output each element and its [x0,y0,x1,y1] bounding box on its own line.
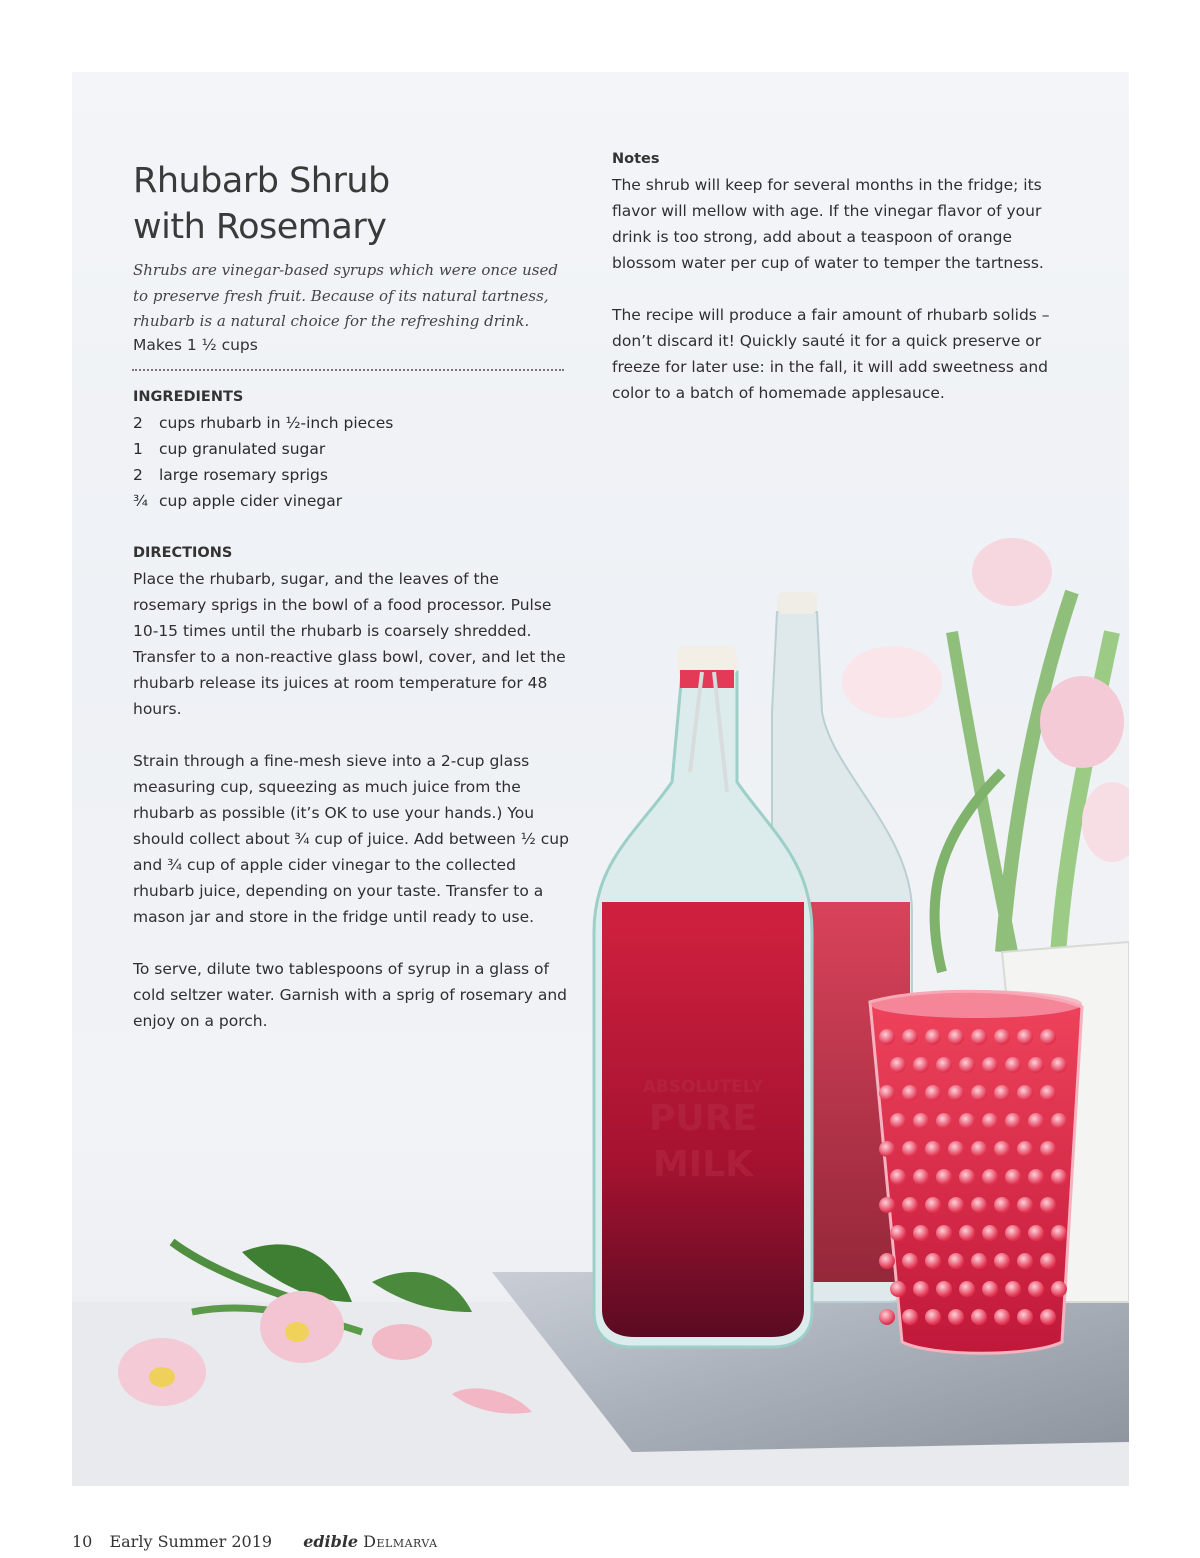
hobnail-dot [936,1281,952,1297]
directions-section [133,540,573,1060]
directions-heading: DIRECTIONS [133,545,233,561]
hobnail-dot [879,1085,895,1101]
brand-name: Delmarva [363,1532,438,1551]
hobnail-dot [925,1141,941,1157]
hobnail-dot [994,1085,1010,1101]
bottle-embossing [643,1077,764,1185]
hobnail-dot [936,1169,952,1185]
hobnail-dot [948,1309,964,1325]
hobnail-dot [1040,1029,1056,1045]
hobnail-dot [1017,1197,1033,1213]
hobnail-dot [994,1029,1010,1045]
hobnail-dot [971,1029,987,1045]
hobnail-dot [1051,1169,1067,1185]
hobnail-dot [982,1057,998,1073]
hobnail-dot [1017,1029,1033,1045]
hobnail-dot [913,1281,929,1297]
hobnail-dot [959,1113,975,1129]
hobnail-dot [971,1085,987,1101]
hobnail-dot [913,1057,929,1073]
hobnail-dot [994,1253,1010,1269]
hobnail-dot [982,1281,998,1297]
hobnail-dot [959,1225,975,1241]
directions-paragraph: To serve, dilute two tablespoons of syrup in a glass of cold seltzer water. Garnish with a sprig of rosemary and enjoy on a porch. [133,960,568,1030]
ingredients-heading: INGREDIENTS [133,389,244,405]
ingredient-item [133,488,393,514]
hobnail-dot [913,1225,929,1241]
ingredient-item [133,462,393,488]
hobnail-dot [1028,1225,1044,1241]
ingredient-text: cups rhubarb in ½-inch pieces [159,414,394,432]
hobnail-dot [971,1309,987,1325]
hobnail-dot [982,1113,998,1129]
hobnail-dot [959,1169,975,1185]
hobnail-dot [1005,1169,1021,1185]
hobnail-dot [925,1197,941,1213]
hobnail-dot [879,1029,895,1045]
recipe-yield: Makes 1 ½ cups [133,336,258,354]
hobnail-dot [936,1113,952,1129]
notes-heading: Notes [612,151,660,167]
hobnail-dot [948,1197,964,1213]
hobnail-dot [959,1281,975,1297]
hobnail-dot [925,1085,941,1101]
ingredients-list [133,410,393,514]
hobnail-dot [925,1253,941,1269]
recipe-title [133,158,390,250]
page-number: 10 [72,1532,93,1551]
hobnail-dot [1005,1281,1021,1297]
hobnail-dot [1017,1253,1033,1269]
hobnail-dot [948,1141,964,1157]
hobnail-dot [925,1029,941,1045]
notes-paragraph: The recipe will produce a fair amount of rhubarb solids – don’t discard it! Quickly sauté it for a quick preserve or freeze for later use: in the fall, it will add sweetness and color to a batch of homemade applesauce. [612,306,1050,402]
hobnail-dot [994,1141,1010,1157]
hobnail-dot [902,1253,918,1269]
hobnail-dot [902,1141,918,1157]
directions-paragraph: Strain through a fine-mesh sieve into a 2-cup glass measuring cup, squeezing as much juice from the rhubarb as possible (it’s OK to use your hands.) You should collect about ¾ cup of juice. Add between ½ cup and ¾ cup of apple cider vinegar to the collected rhubarb juice, depending on your taste. Transfer to a mason jar and store in the fridge until ready to use. [133,752,569,926]
hobnail-dot [913,1169,929,1185]
hobnail-dot [936,1225,952,1241]
hobnail-dot [902,1085,918,1101]
dotted-divider [132,369,564,371]
hobnail-dot [1005,1225,1021,1241]
ingredient-text: cup apple cider vinegar [159,492,343,510]
ingredient-text: cup granulated sugar [159,440,326,458]
hobnail-dot [1028,1169,1044,1185]
hobnail-dot [879,1253,895,1269]
ingredient-text: large rosemary sprigs [159,466,328,484]
page-footer [72,1532,438,1551]
hobnail-dot [1051,1113,1067,1129]
hobnail-dot [925,1309,941,1325]
hobnail-dot [890,1113,906,1129]
directions-paragraph: Place the rhubarb, sugar, and the leaves of the rosemary sprigs in the bowl of a food processor. Pulse 10-15 times until the rhubarb is coarsely shredded. Transfer to a non-reactive glass bowl, cover, and let the rhubarb release its juices at room temperature for 48 hours. [133,570,566,718]
hobnail-dot [890,1057,906,1073]
hobnail-dot [971,1253,987,1269]
hobnail-dot [879,1309,895,1325]
hobnail-dot [1028,1113,1044,1129]
hobnail-dot [1040,1309,1056,1325]
hobnail-dot [1005,1057,1021,1073]
ingredient-qty: ¾ [133,492,149,510]
hobnail-dot [948,1253,964,1269]
hobnail-dot [1051,1057,1067,1073]
hobnail-dot [936,1057,952,1073]
hobnail-dot [1017,1085,1033,1101]
hobnail-dot [1040,1197,1056,1213]
hobnail-dot [982,1169,998,1185]
hobnail-dot [913,1113,929,1129]
ingredients-heading-block [133,384,573,410]
hobnail-dot [948,1085,964,1101]
hobnail-dot [890,1225,906,1241]
hobnail-dot [948,1029,964,1045]
hobnail-dot [971,1141,987,1157]
hobnail-dot [902,1029,918,1045]
ingredient-qty: 1 [133,440,143,458]
emboss-line-3: MILK [652,1144,754,1185]
hobnail-dot [902,1309,918,1325]
hobnail-dot [1028,1057,1044,1073]
title-line-2: with Rosemary [133,207,387,247]
hobnail-dot [1051,1281,1067,1297]
hobnail-dot [1051,1225,1067,1241]
hobnail-dot [1040,1141,1056,1157]
issue-label: Early Summer 2019 [109,1532,273,1551]
hobnail-dot [971,1197,987,1213]
hobnail-dot [879,1197,895,1213]
notes-paragraph: The shrub will keep for several months in the fridge; its flavor will mellow with age. If the vinegar flavor of your drink is too strong, add about a teaspoon of orange blossom water per cup of water to temper the tartness. [612,176,1044,272]
ingredient-item [133,410,393,436]
hobnail-dot [1017,1141,1033,1157]
hobnail-dot [982,1225,998,1241]
hobnail-dot [879,1141,895,1157]
hobnail-dot [1028,1281,1044,1297]
hobnail-dot [1040,1253,1056,1269]
hobnail-dot [1017,1309,1033,1325]
hobnail-dot [890,1281,906,1297]
hobnail-dot [994,1197,1010,1213]
hobnail-dot [890,1169,906,1185]
ingredient-qty: 2 [133,466,143,484]
recipe-intro: Shrubs are vinegar-based syrups which were once used to preserve fresh fruit. Because of its natural tartness, rhubarb is a natural choice for the refreshing drink. [133,261,558,330]
hobnail-dot [902,1197,918,1213]
hobnail-dot [1005,1113,1021,1129]
title-line-1: Rhubarb Shrub [133,161,390,201]
brand-prefix: edible [303,1532,359,1551]
hobnail-dot [1040,1085,1056,1101]
hobnail-glass [870,990,1082,1353]
ingredient-qty: 2 [133,414,143,432]
ingredient-item [133,436,393,462]
emboss-line-2: PURE [649,1098,757,1139]
hobnail-dot [959,1057,975,1073]
notes-section [612,146,1052,432]
emboss-line-1: ABSOLUTELY [642,1077,764,1097]
hobnail-dot [994,1309,1010,1325]
